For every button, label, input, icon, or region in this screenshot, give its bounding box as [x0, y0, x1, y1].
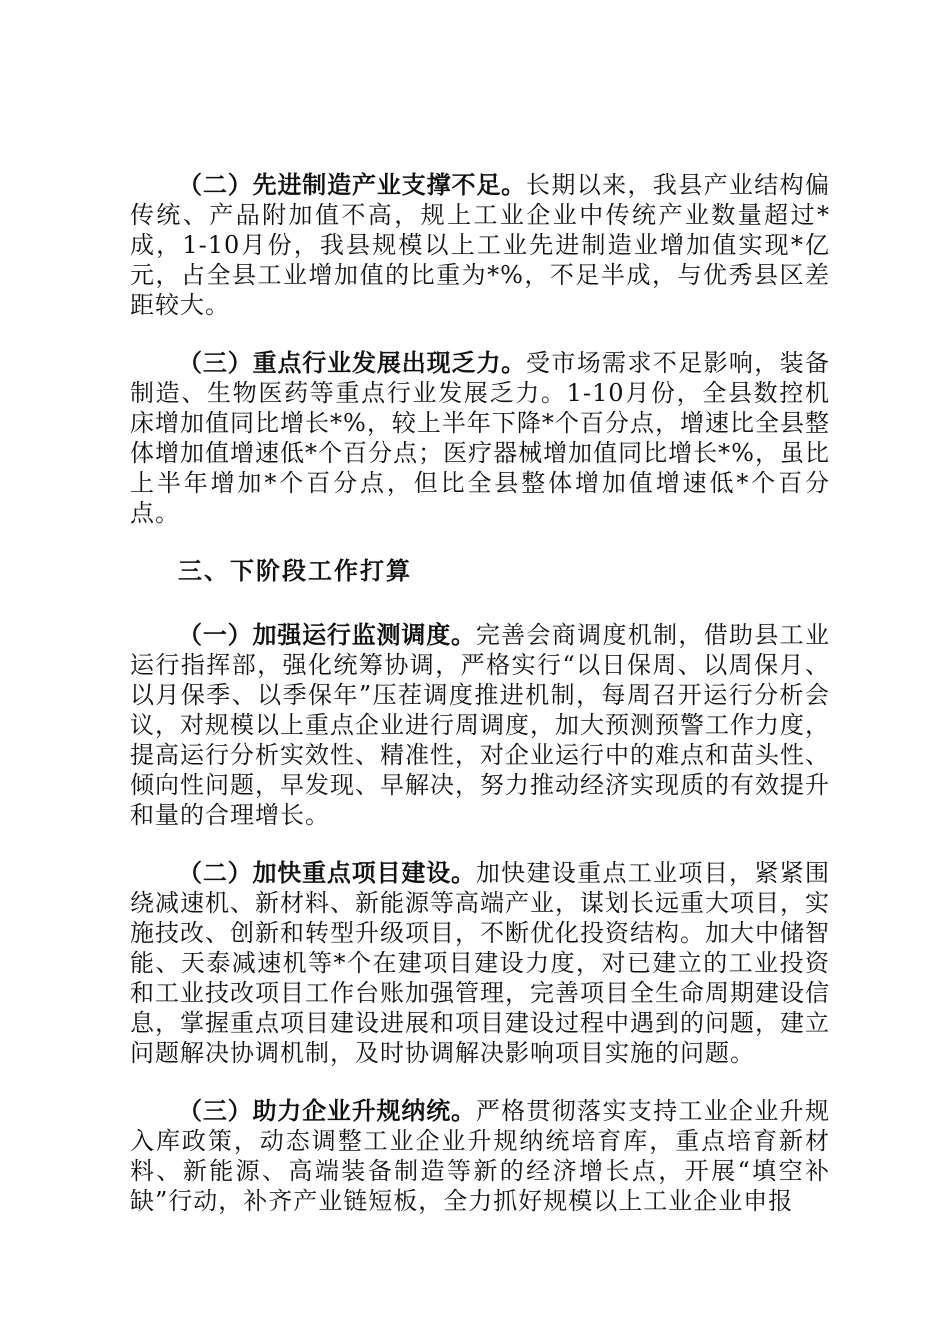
- paragraph-key-projects: [130, 858, 830, 1068]
- paragraph-body: 受市场需求不足影响，装备制造、生物医药等重点行业发展乏力。1-10月份，全县数控机床增加值同比增长*%，较上半年下降*个百分点，增速比全县整体增加值增速低*个百分点；医疗器械增加值同比增长*%，虽比上半年增加*个百分点，但比全县整体增加值增速低*个百分点。: [130, 349, 831, 527]
- paragraph-body: 严格贯彻落实支持工业企业升规入库政策，动态调整工业企业升规纳统培育库，重点培育新材料、新能源、高端装备制造等新的经济增长点，开展“填空补缺”行动，补齐产业链短板，全力抓好规模以上工业企业申报: [130, 1097, 831, 1215]
- section-title: 三、下阶段工作打算: [178, 557, 412, 585]
- paragraph-heading: （三）重点行业发展出现乏力。: [178, 349, 527, 377]
- paragraph-key-industries: [130, 348, 830, 528]
- paragraph-advanced-manufacturing: [130, 170, 830, 320]
- paragraph-heading: （一）加强运行监测调度。: [178, 621, 476, 649]
- paragraph-monitoring: [130, 620, 830, 830]
- paragraph-enterprise-upgrade: [130, 1096, 830, 1216]
- paragraph-body: 完善会商调度机制，借助县工业运行指挥部，强化统筹协调，严格实行“以日保周、以周保月、以月保季、以季保年”压茬调度推进机制，每周召开运行分析会议，对规模以上重点企业进行周调度，加大预测预警工作力度，提高运行分析实效性、精准性，对企业运行中的难点和苗头性、倾向性问题，早发现、早解决，努力推动经济实现质的有效提升和量的合理增长。: [130, 621, 831, 829]
- paragraph-heading: （二）先进制造产业支撑不足。: [178, 171, 527, 199]
- paragraph-heading: （二）加快重点项目建设。: [178, 859, 476, 887]
- paragraph-heading: （三）助力企业升规纳统。: [178, 1097, 476, 1125]
- document-page: [130, 170, 830, 1216]
- paragraph-body: 长期以来，我县产业结构偏传统、产品附加值不高，规上工业企业中传统产业数量超过*成，1-10月份，我县规模以上工业先进制造业增加值实现*亿元，占全县工业增加值的比重为*%，不足半成，与优秀县区差距较大。: [130, 171, 831, 319]
- paragraph-body: 加快建设重点工业项目，紧紧围绕减速机、新材料、新能源等高端产业，谋划长远重大项目，实施技改、创新和转型升级项目，不断优化投资结构。加大中储智能、天泰减速机等*个在建项目建设力度，对已建立的工业投资和工业技改项目工作台账加强管理，完善项目全生命周期建设信息，掌握重点项目建设进展和项目建设过程中遇到的问题，建立问题解决协调机制，及时协调解决影响项目实施的问题。: [130, 859, 831, 1067]
